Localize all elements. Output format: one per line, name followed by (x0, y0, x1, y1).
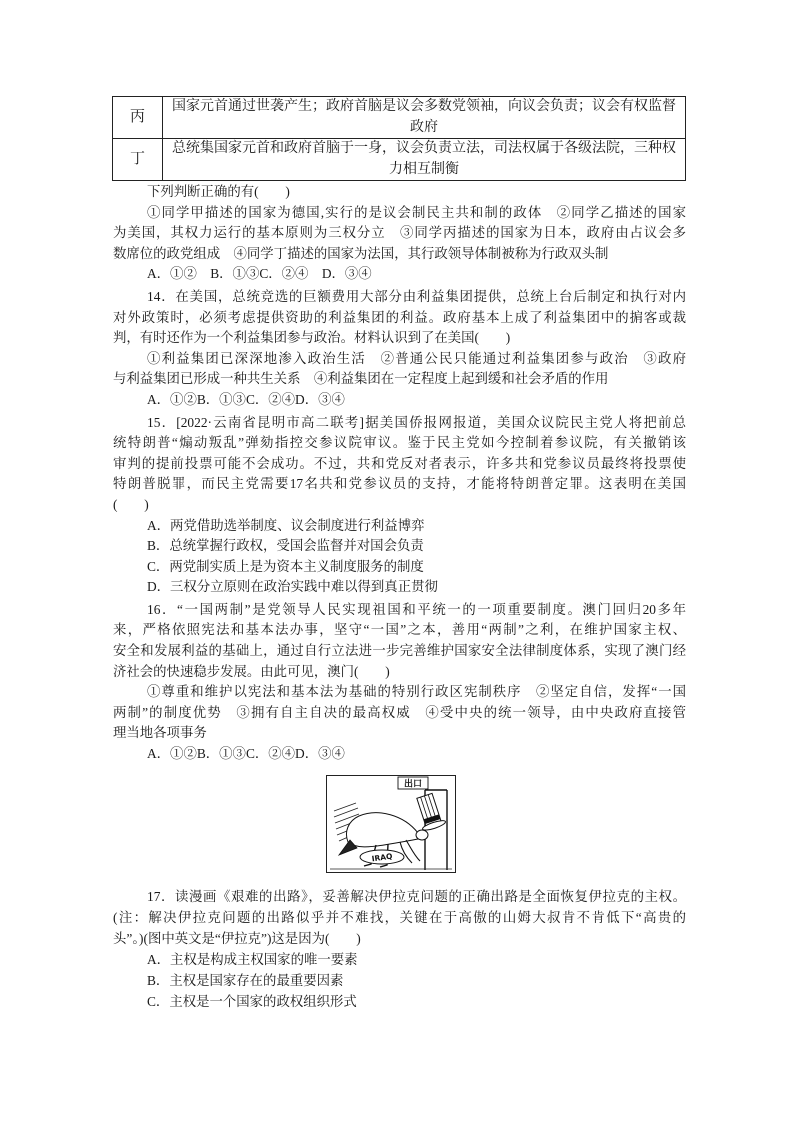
q13-statement-line: 数席位的政党组成 ④同学丁描述的国家为法国，其行政领导体制被称为行政双头制 (113, 245, 609, 261)
q14-stem-line: 判，有时还作为一个利益集团参与政治。材料认识到了在美国( ) (113, 330, 511, 346)
q17-option-c (113, 991, 686, 1012)
q17-option-a (113, 949, 686, 970)
q15-option-a (113, 516, 686, 537)
q15-stem-line: 特朗普脱罪，而民主党需要17名共和党参议员的支持，才能将特朗普定罪。这表明在美国 (113, 476, 686, 492)
q15-stem-line: 15．[2022·云南省昆明市高二联考]据美国侨报网报道，美国众议院民主党人将把前总 (147, 414, 686, 430)
q16-stem-line: 济社会的快速稳步发展。由此可见，澳门( ) (113, 663, 390, 679)
q15-option-line: C．两党制实质上是为资本主义制度服务的制度 (147, 558, 424, 574)
q15-option-d (113, 577, 686, 598)
q14-stem-line: 14．在美国，总统竞选的巨额费用大部分由利益集团提供，总统上台后制定和执行对内 (147, 288, 686, 304)
cartoon-image (326, 775, 456, 873)
q15-stem (113, 413, 686, 516)
row-description (163, 139, 686, 181)
q15-option-line: D．三权分立原则在政治实践中难以得到真正贯彻 (147, 579, 438, 595)
q13-choices (113, 264, 686, 285)
exit-sign-text: 出口 (403, 779, 423, 790)
q13-prompt-line: 下列判断正确的有( ) (147, 184, 290, 199)
q13-statements (113, 203, 686, 265)
q16-stem-line: 16．“一国两制”是党领导人民实现祖国和平统一的一项重要制度。澳门回归20多年 (147, 601, 686, 617)
q15-stem-line: 审判的提前投票可能不会成功。不过，共和党反对者表示，许多共和党参议员最终将投票使 (113, 455, 686, 471)
q14-statement-line: 与利益集团已形成一种共生关系 ④利益集团在一定程度上起到缓和社会矛盾的作用 (113, 371, 609, 387)
row-label: 丁 (113, 139, 163, 181)
q13-statement-line: ①同学甲描述的国家为德国,实行的是议会制民主共和制的政体 ②同学乙描述的国家 (147, 204, 686, 220)
question-16 (113, 600, 686, 765)
q14-statements (113, 349, 686, 390)
q16-statements (113, 682, 686, 744)
q15-stem-line: ( ) (113, 496, 149, 512)
q17-option-b (113, 970, 686, 991)
row-description-line: 国家元首通过世袭产生；政府首脑是议会多数党领袖，向议会负责；议会有权监督 (172, 99, 676, 114)
q17-stem-line: 17．读漫画《艰难的出路》，妥善解决伊拉克问题的正确出路是全面恢复伊拉克的主权。 (147, 889, 686, 904)
question-14 (113, 287, 686, 411)
q13-prompt (113, 182, 686, 203)
q14-statement-line: ①利益集团已深深地渗入政治生活 ②普通公民只能通过利益集团参与政治 ③政府 (147, 350, 686, 366)
q16-statement-line: ①尊重和维护以宪法和基本法为基础的特别行政区宪制秩序 ②坚定自信，发挥“一国 (147, 684, 686, 700)
row-label: 丙 (113, 97, 163, 139)
q17-option-line: B．主权是国家存在的最重要因素 (147, 973, 344, 988)
q14-stem (113, 287, 686, 349)
q15-option-b (113, 536, 686, 557)
q16-stem-line: 安全和发展利益的基础上，通过自行立法进一步完善维护国家安全法律制度体系，实现了澳门经 (113, 643, 686, 659)
figure-head (416, 830, 428, 840)
q15-option-c (113, 557, 686, 578)
q15-option-line: B．总统掌握行政权，受国会监督并对国会负责 (147, 538, 424, 554)
row-description-line: 总统集国家元首和政府首脑于一身，议会负责立法，司法权属于各级法院，三种权 (172, 141, 676, 156)
q17-option-line: A．主权是构成主权国家的唯一要素 (147, 952, 358, 967)
question-13-continued (113, 182, 686, 285)
questions-13-to-16 (113, 182, 686, 765)
q16-choices-line: A．①②B．①③C．②④D．③④ (147, 746, 345, 762)
q15-stem-line: 统特朗普“煽动叛乱”弹劾指控交参议院审议。鉴于民主党如今控制着参议院，有关撤销该 (113, 435, 686, 451)
country-description-table (112, 96, 686, 181)
row-description-line: 力相互制衡 (389, 161, 459, 177)
q14-choices (113, 390, 686, 411)
row-description (163, 97, 686, 139)
q14-choices-line: A．①②B．①③C．②④D．③④ (147, 391, 345, 407)
q16-statement-line: 理当地各项事务 (113, 725, 207, 741)
row-description-line: 政府 (410, 119, 438, 135)
table-row (113, 139, 686, 181)
q17-stem-line: (注：解决伊拉克问题的出路似乎并不难找，关键在于高傲的山姆大叔肯不肯低下“高贵的 (113, 910, 686, 925)
q16-statement-line: 两制”的制度优势 ③拥有自主自决的最高权威 ④受中央的统一领导，由中央政府直接管 (113, 704, 686, 720)
q13-choices-line: A．①② B．①③C．②④ D．③④ (147, 266, 372, 282)
q16-choices (113, 744, 686, 765)
q14-stem-line: 对外政策时，必须考虑提供资助的利益集团的利益。政府基本上成了利益集团中的掮客或裁 (113, 309, 686, 325)
question-15 (113, 413, 686, 598)
q17-stem-line: 头”。)(图中英文是“伊拉克”)这是因为( ) (113, 931, 361, 946)
q15-option-line: A．两党借助选举制度、议会制度进行利益博弈 (147, 517, 425, 533)
iraq-lettering: IRAQ (371, 851, 393, 864)
question-17 (113, 886, 686, 1012)
q13-statement-line: 为美国，其权力运行的基本原则为三权分立 ③同学丙描述的国家为日本，政府由占议会多 (113, 225, 686, 241)
q16-stem (113, 600, 686, 682)
q17-option-line: C．主权是一个国家的政权组织形式 (147, 994, 357, 1009)
table-row (113, 97, 686, 139)
q16-stem-line: 来，严格依照宪法和基本法办事，坚守“一国”之本，善用“两制”之利，在维护国家主权、 (113, 622, 686, 638)
q17-stem (113, 886, 686, 949)
